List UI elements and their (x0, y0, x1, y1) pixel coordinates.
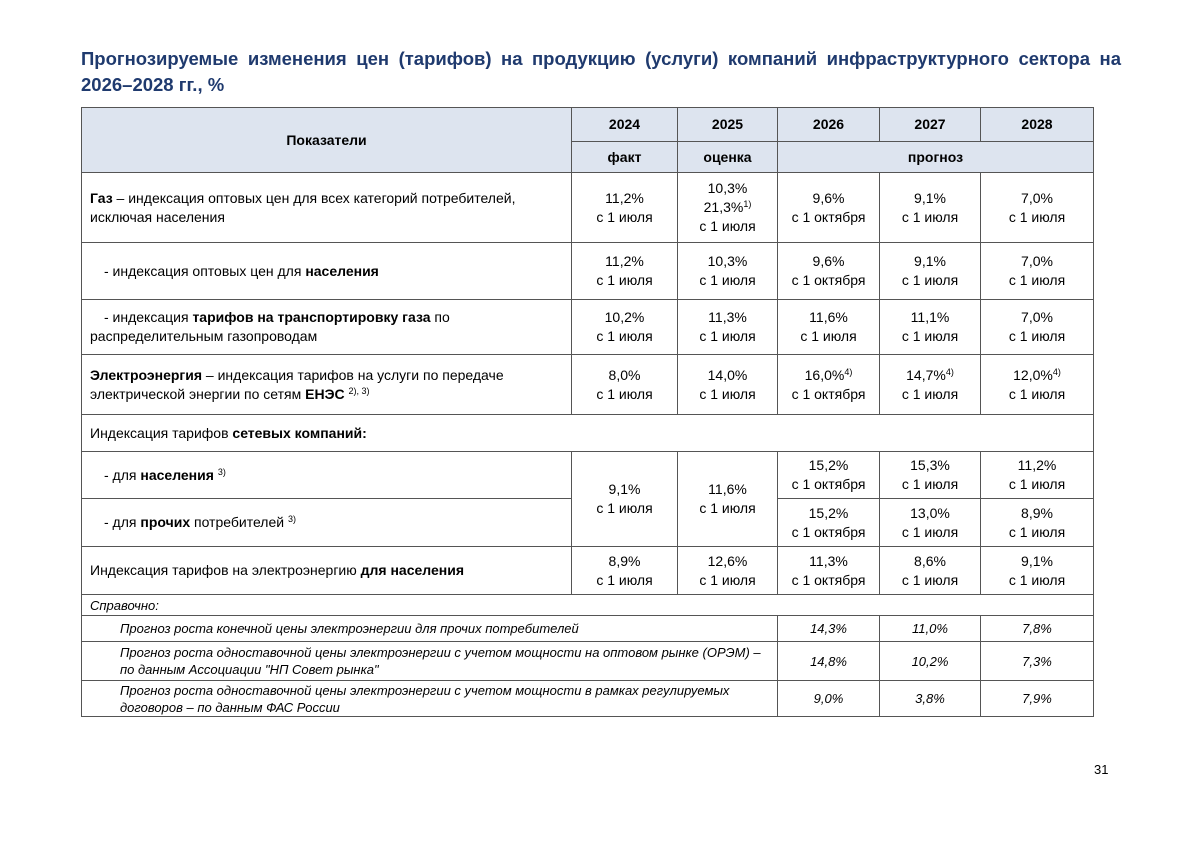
label-bold: сетевых компаний: (232, 424, 367, 441)
cell (572, 355, 678, 415)
table-row (82, 616, 1094, 642)
cell-date: с 1 июля (596, 208, 653, 225)
header-year-2027: 2027 (880, 108, 981, 142)
cell-value: 9,1% (1021, 552, 1053, 569)
cell-date: с 1 июля (901, 523, 959, 540)
row-label-grid-other (82, 499, 572, 547)
cell-date: с 1 июля (901, 208, 959, 225)
cell-value: 11,1% (910, 309, 950, 325)
label-bold: Электроэнергия (90, 366, 203, 383)
cell (778, 300, 880, 355)
cell-value: 8,6% (914, 552, 946, 569)
cell (880, 243, 981, 300)
header-year-2024: 2024 (572, 108, 678, 142)
cell-value: 9,6% (812, 253, 845, 269)
cell (572, 173, 678, 243)
table-row (82, 595, 1094, 616)
footnote-mark: 1) (743, 199, 752, 209)
cell-value: 11,0% (880, 616, 981, 642)
header-year-2028: 2028 (981, 108, 1094, 142)
cell-value: 11,2% (1017, 457, 1057, 473)
cell-value: 3,8% (880, 681, 981, 717)
cell (778, 452, 880, 499)
label-text: по распределительным газопроводам (90, 309, 450, 344)
cell (572, 547, 678, 595)
cell-value: 7,8% (981, 616, 1094, 642)
cell-value: 11,2% (605, 253, 644, 269)
header-status-fact: факт (572, 142, 678, 173)
cell-date: с 1 июля (1008, 476, 1066, 492)
cell (981, 243, 1094, 300)
cell (678, 243, 778, 300)
cell (678, 547, 778, 595)
cell-date: с 1 октября (791, 476, 866, 492)
cell-value: 9,1% (608, 481, 641, 497)
cell (678, 300, 778, 355)
cell-date: с 1 октября (791, 208, 866, 225)
header-year-2026: 2026 (778, 108, 880, 142)
cell (678, 355, 778, 415)
cell-date: с 1 июля (1008, 272, 1066, 288)
cell-date: с 1 октября (791, 523, 866, 540)
cell-value: 8,9% (608, 552, 641, 569)
row-label-elec-population (82, 547, 572, 595)
row-label-electricity (82, 355, 572, 415)
cell-date: с 1 июля (699, 218, 756, 234)
table-row (82, 547, 1094, 595)
footnote-mark: 4) (1052, 366, 1061, 377)
cell-value: 9,1% (914, 189, 946, 206)
table-row (82, 415, 1094, 452)
footnote-mark: 3) (287, 514, 296, 524)
row-label-grid-companies (82, 415, 1094, 452)
row-label-gas-population (82, 243, 572, 300)
label-text: – индексация оптовых цен для всех категорий потребителей, исключая населения (90, 189, 516, 225)
cell-date: с 1 июля (699, 272, 756, 288)
cell-date: с 1 октября (791, 571, 866, 588)
row-label-grid-population (82, 452, 572, 499)
cell-date: с 1 июля (901, 328, 959, 344)
cell-date: с 1 октября (791, 272, 866, 288)
cell (981, 300, 1094, 355)
cell-date: с 1 октября (791, 385, 866, 402)
label-bold: Газ (90, 189, 113, 206)
label-bold: для населения (360, 562, 465, 578)
label-bold: ЕНЭС (305, 385, 345, 402)
reference-item-3: Прогноз роста одноставочной цены электроэнергии с учетом мощности в рамках регулируемых договоров – по данным ФАС России (82, 681, 778, 717)
cell (981, 452, 1094, 499)
cell-value: 11,3% (809, 552, 848, 569)
cell (880, 173, 981, 243)
header-indicators: Показатели (82, 108, 572, 173)
cell (778, 355, 880, 415)
label-text: - для (104, 514, 141, 530)
reference-item-1: Прогноз роста конечной цены электроэнергии для прочих потребителей (82, 616, 778, 642)
cell-date: с 1 июля (1008, 523, 1066, 540)
table-row (82, 173, 1094, 243)
cell (778, 173, 880, 243)
cell-value: 10,2% (880, 642, 981, 681)
cell-date: с 1 июля (699, 500, 756, 516)
cell-date: с 1 июля (800, 328, 857, 344)
header-year-2025: 2025 (678, 108, 778, 142)
cell (880, 355, 981, 415)
cell-date: с 1 июля (1008, 385, 1066, 402)
cell (981, 547, 1094, 595)
cell-date: с 1 июля (699, 385, 756, 402)
label-text: потребителей (190, 514, 285, 530)
cell-value: 10,2% (604, 309, 645, 325)
label-text: - индексация оптовых цен для (104, 262, 306, 279)
row-label-gas (82, 173, 572, 243)
cell-value: 9,0% (778, 681, 880, 717)
cell-date: с 1 июля (596, 571, 653, 588)
table-row (82, 355, 1094, 415)
cell-date: с 1 июля (1008, 571, 1066, 588)
cell-value: 7,0% (1021, 309, 1053, 325)
footnote-mark: 4) (844, 366, 853, 377)
cell-date: с 1 июля (596, 272, 653, 288)
cell (880, 452, 981, 499)
cell-value: 14,0% (707, 366, 748, 383)
cell (778, 499, 880, 547)
cell-date: с 1 июля (901, 571, 959, 588)
label-bold: населения (140, 466, 214, 483)
label-bold: прочих (140, 514, 191, 530)
page-title: Прогнозируемые изменения цен (тарифов) на продукцию (услуги) компаний инфраструктурного сектора на 2026–2028 гг., % (81, 48, 1121, 95)
cell (880, 300, 981, 355)
reference-item-2: Прогноз роста одноставочной цены электроэнергии с учетом мощности на оптовом рынке (ОРЭМ) – по данным Ассоциации "НП Совет рынка" (82, 642, 778, 681)
cell (778, 243, 880, 300)
cell-date: с 1 июля (596, 385, 653, 402)
cell-value: 8,0% (608, 366, 641, 383)
cell-value: 7,0% (1021, 189, 1053, 206)
cell (778, 547, 880, 595)
row-label-gas-transport (82, 300, 572, 355)
cell-value: 14,8% (778, 642, 880, 681)
cell-value-alt: 21,3% (703, 199, 744, 215)
cell-value: 11,3% (708, 309, 747, 325)
page-number: 31 (1094, 762, 1109, 777)
cell-value: 10,3% (707, 253, 748, 269)
label-text: - индексация (104, 309, 193, 325)
cell-value: 11,2% (605, 189, 644, 206)
cell-merged (572, 452, 678, 547)
cell-value: 9,1% (914, 253, 946, 269)
label-bold: населения (305, 262, 379, 279)
cell (981, 173, 1094, 243)
header-row-years (82, 108, 1094, 142)
table-row (82, 452, 1094, 499)
cell-date: с 1 июля (596, 500, 653, 516)
reference-label: Справочно: (82, 595, 1094, 616)
cell-value: 10,3% (707, 180, 748, 196)
table-row (82, 681, 1094, 717)
cell-merged (678, 452, 778, 547)
cell-value: 15,2% (808, 457, 849, 473)
cell (880, 547, 981, 595)
header-status-estimate: оценка (678, 142, 778, 173)
cell-value: 7,0% (1021, 253, 1053, 269)
table-row (82, 243, 1094, 300)
cell-date: с 1 июля (1008, 208, 1066, 225)
table-row (82, 300, 1094, 355)
cell-date: с 1 июля (901, 272, 959, 288)
cell (981, 499, 1094, 547)
tariff-table (81, 107, 1094, 717)
cell-value: 14,3% (778, 616, 880, 642)
label-text: - для (104, 466, 141, 483)
table-row (82, 642, 1094, 681)
cell-value: 14,7% (906, 366, 946, 383)
cell-value: 11,6% (809, 309, 848, 325)
cell (880, 499, 981, 547)
footnote-mark: 3) (217, 466, 226, 477)
cell-date: с 1 июля (1008, 328, 1066, 344)
label-text: Индексация тарифов (90, 424, 233, 441)
cell-value: 12,0% (1013, 366, 1053, 383)
cell-value: 13,0% (910, 504, 950, 521)
cell-value: 12,6% (707, 552, 748, 569)
label-bold: тарифов на транспортировку газа (192, 309, 431, 325)
footnote-mark: 2), 3) (348, 385, 370, 396)
cell-value: 15,3% (910, 457, 950, 473)
footnote-mark: 4) (945, 366, 954, 377)
cell-value: 7,9% (981, 681, 1094, 717)
cell (981, 355, 1094, 415)
cell-value: 16,0% (804, 366, 845, 383)
label-text: Индексация тарифов на электроэнергию (90, 562, 361, 578)
cell-value: 9,6% (812, 189, 845, 206)
cell-date: с 1 июля (699, 328, 756, 344)
cell (572, 243, 678, 300)
header-status-forecast: прогноз (778, 142, 1094, 173)
cell-date: с 1 июля (699, 571, 756, 588)
cell-date: с 1 июля (901, 476, 959, 492)
cell-value: 11,6% (708, 481, 747, 497)
cell-value: 15,2% (808, 504, 849, 521)
cell-value: 7,3% (981, 642, 1094, 681)
cell-date: с 1 июля (596, 328, 653, 344)
label-text: – индексация тарифов на услуги по передаче электрической энергии по сетям (90, 366, 504, 402)
cell (572, 300, 678, 355)
cell-date: с 1 июля (901, 385, 959, 402)
cell-value: 8,9% (1021, 504, 1053, 521)
cell (678, 173, 778, 243)
